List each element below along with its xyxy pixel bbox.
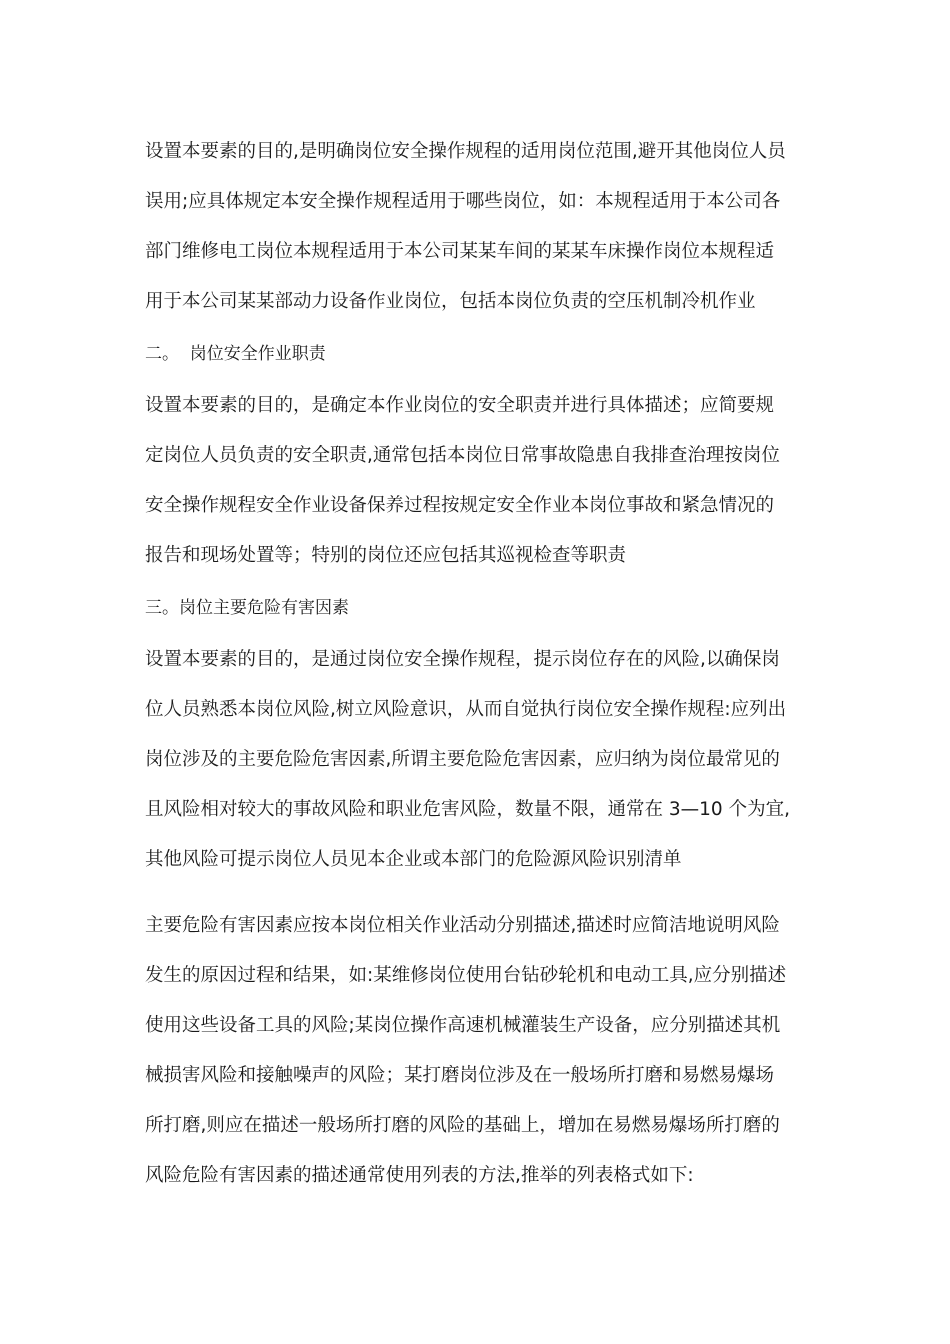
section-heading: 二。 岗位安全作业职责 — [145, 344, 326, 364]
paragraph-line: 安全操作规程安全作业设备保养过程按规定安全作业本岗位事故和紧急情况的 — [145, 495, 775, 516]
paragraph-line: 使用这些设备工具的风险;某岗位操作高速机械灌装生产设备，应分别描述其机 — [145, 1015, 781, 1036]
paragraph-line: 部门维修电工岗位本规程适用于本公司某某车间的某某车床操作岗位本规程适 — [145, 241, 775, 262]
paragraph-line: 其他风险可提示岗位人员见本企业或本部门的危险源风险识别清单 — [145, 849, 682, 870]
paragraph-line: 风险危险有害因素的描述通常使用列表的方法,推举的列表格式如下: — [145, 1165, 694, 1186]
paragraph-line: 所打磨,则应在描述一般场所打磨的风险的基础上，增加在易燃易爆场所打磨的 — [145, 1115, 780, 1136]
paragraph-line: 械损害风险和接触噪声的风险；某打磨岗位涉及在一般场所打磨和易燃易爆场 — [145, 1065, 775, 1086]
paragraph-line: 设置本要素的目的,是明确岗位安全操作规程的适用岗位范围,避开其他岗位人员 — [145, 141, 786, 162]
paragraph-line: 用于本公司某某部动力设备作业岗位，包括本岗位负责的空压机制冷机作业 — [145, 291, 756, 312]
paragraph-line: 位人员熟悉本岗位风险,树立风险意识，从而自觉执行岗位安全操作规程:应列出 — [145, 699, 787, 720]
paragraph-line: 且风险相对较大的事故风险和职业危害风险，数量不限，通常在 3—10 个为宜, — [145, 799, 790, 820]
paragraph-line: 设置本要素的目的，是通过岗位安全操作规程，提示岗位存在的风险,以确保岗 — [145, 649, 780, 670]
paragraph-line: 岗位涉及的主要危险危害因素,所谓主要危险危害因素，应归纳为岗位最常见的 — [145, 749, 780, 770]
paragraph-line: 误用;应具体规定本安全操作规程适用于哪些岗位，如：本规程适用于本公司各 — [145, 191, 781, 212]
paragraph-line: 报告和现场处置等；特别的岗位还应包括其巡视检查等职责 — [145, 545, 627, 566]
section-heading: 三。岗位主要危险有害因素 — [145, 598, 349, 618]
paragraph-line: 定岗位人员负责的安全职责,通常包括本岗位日常事故隐患自我排查治理按岗位 — [145, 445, 780, 466]
paragraph-line: 设置本要素的目的，是确定本作业岗位的安全职责并进行具体描述；应简要规 — [145, 395, 775, 416]
paragraph-line: 主要危险有害因素应按本岗位相关作业活动分别描述,描述时应简洁地说明风险 — [145, 915, 780, 936]
paragraph-line: 发生的原因过程和结果，如:某维修岗位使用台钻砂轮机和电动工具,应分别描述 — [145, 965, 787, 986]
